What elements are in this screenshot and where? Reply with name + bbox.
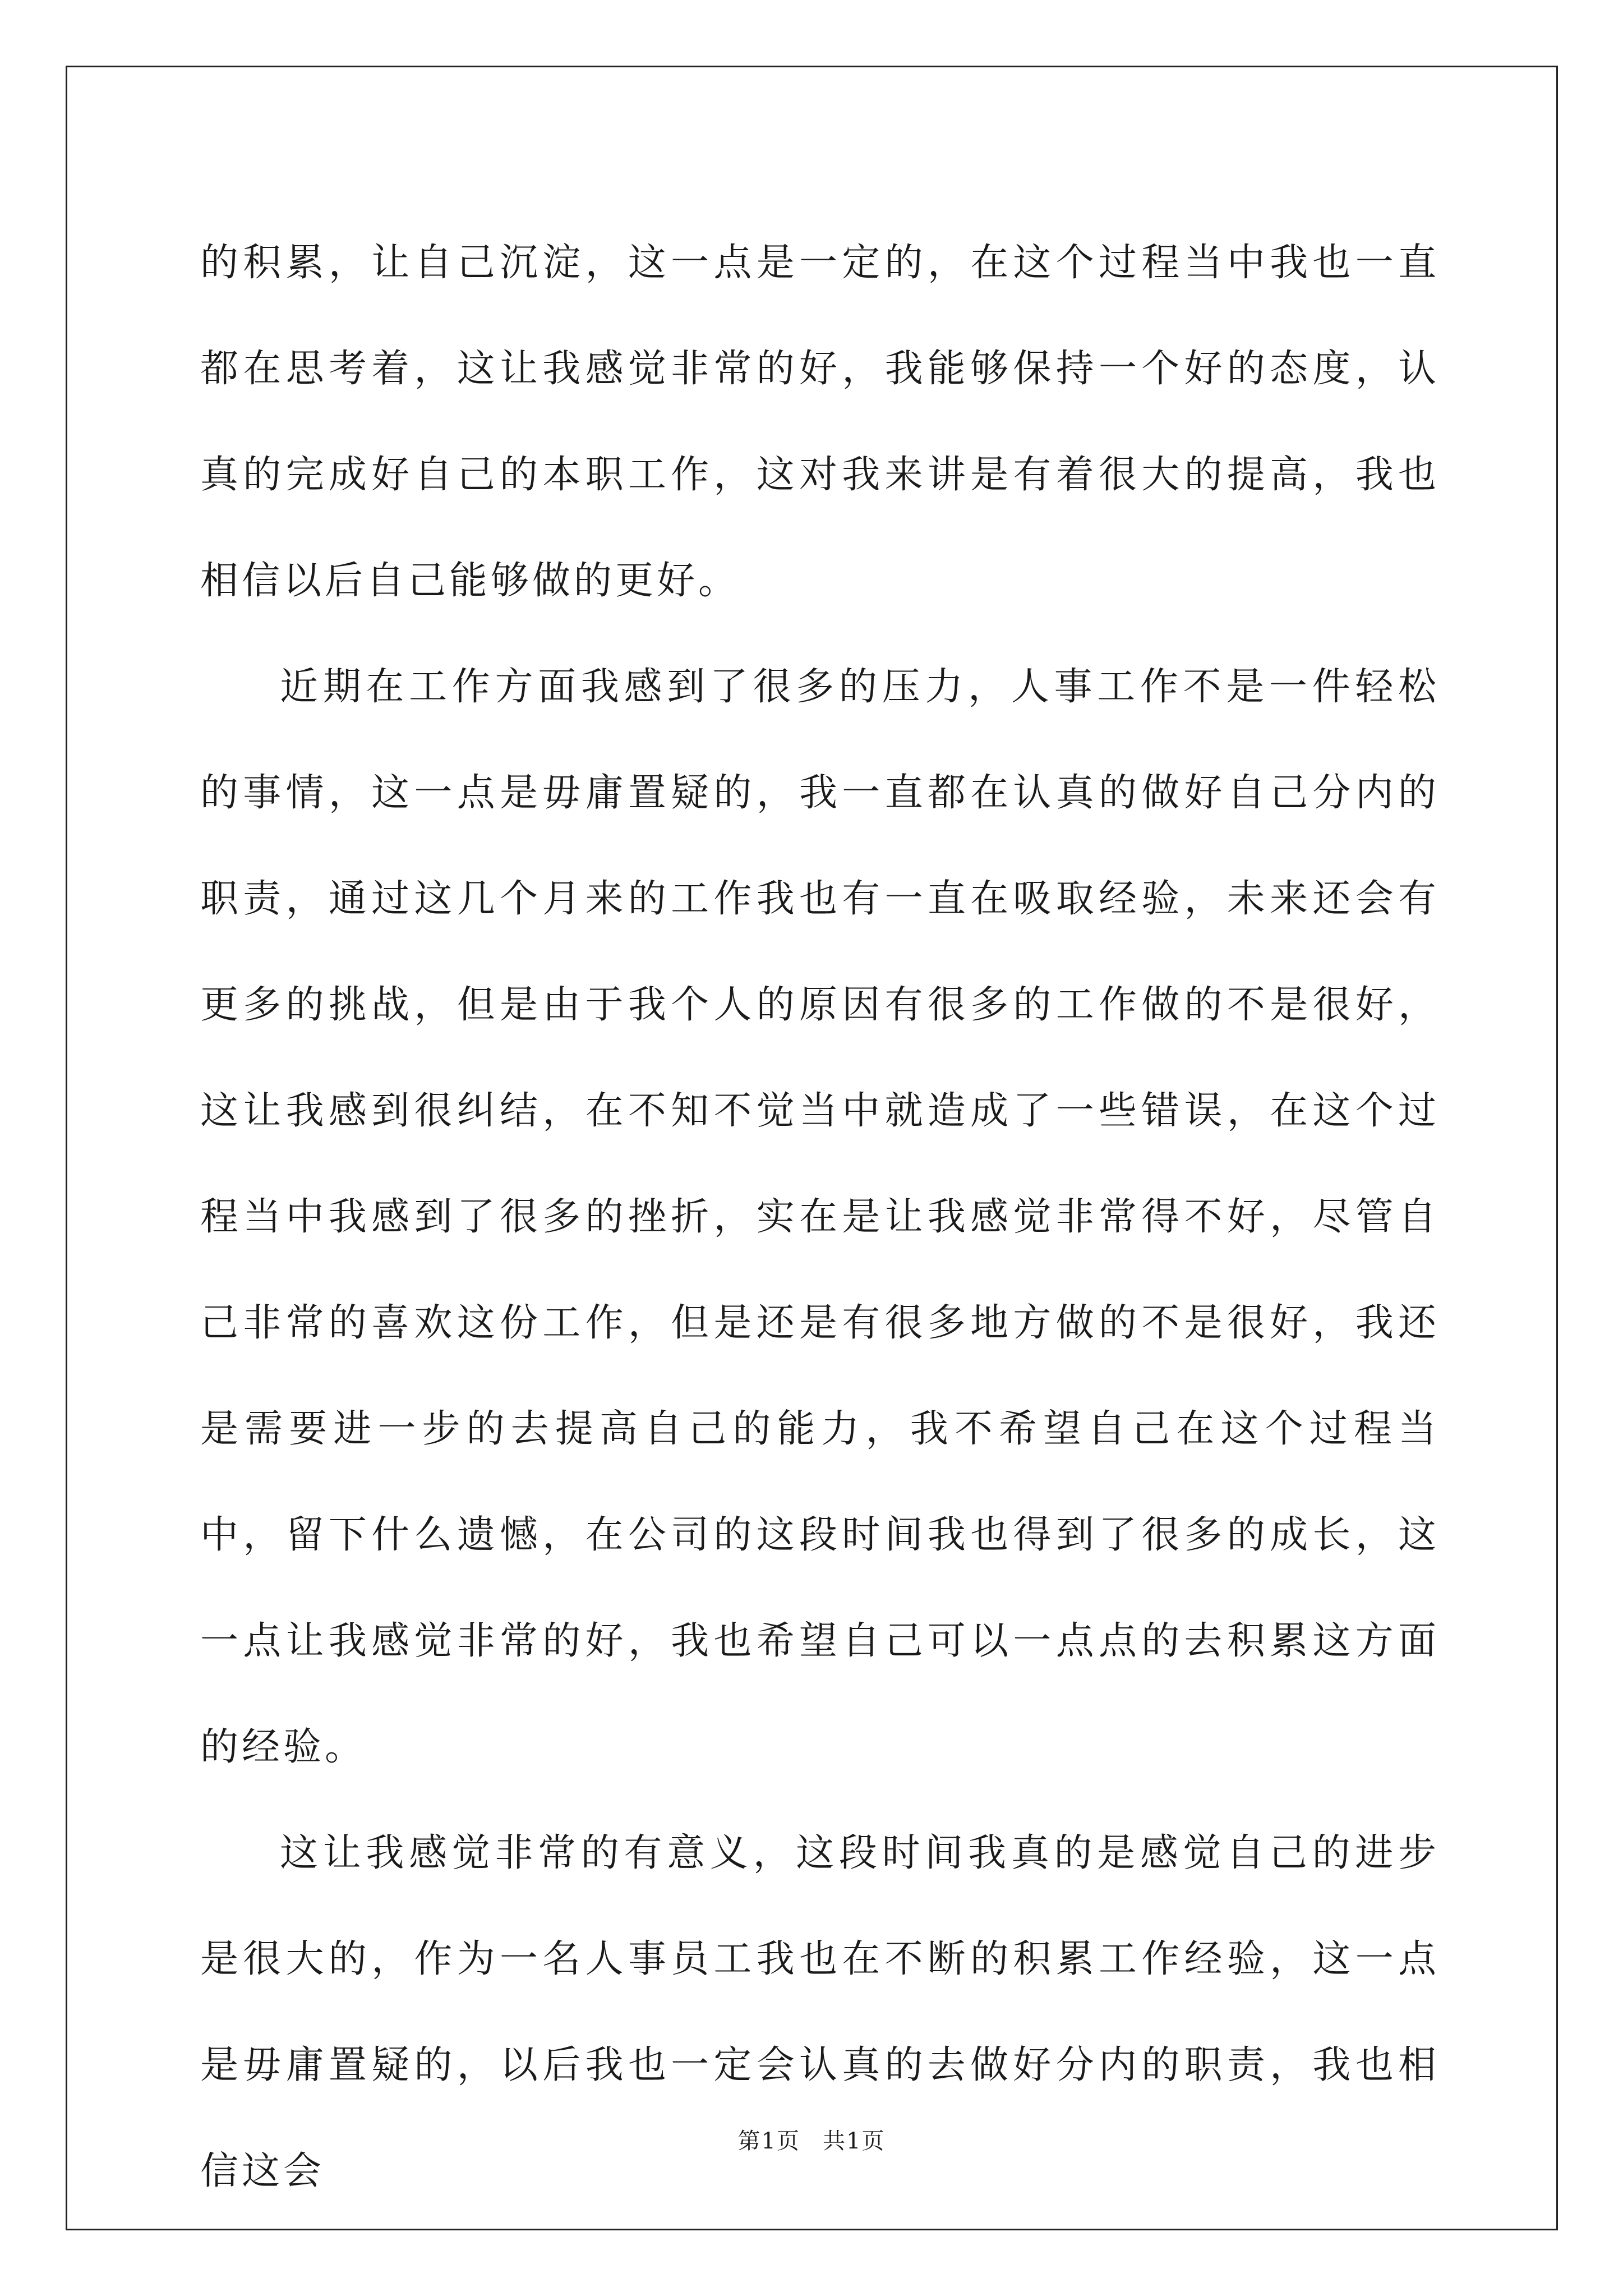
paragraph-2: 近期在工作方面我感到了很多的压力，人事工作不是一件轻松的事情，这一点是毋庸置疑的，我一直都在认真的做好自己分内的职责，通过这几个月来的工作我也有一直在吸取经验，未来还会有更多的挑战，但是由于我个人的原因有很多的工作做的不是很好，这让我感到很纠结，在不知不觉当中就造成了一些错误，在这个过程当中我感到了很多的挫折，实在是让我感觉非常得不好，尽管自己非常的喜欢这份工作，但是还是有很多地方做的不是很好，我还是需要进一步的去提高自己的能力，我不希望自己在这个过程当中，留下什么遗憾，在公司的这段时间我也得到了很多的成长，这一点让我感觉非常的好，我也希望自己可以一点点的去积累这方面的经验。 xyxy=(200,665,1440,1769)
page-number: 第1页 xyxy=(737,2128,800,2154)
paragraph-3: 这让我感觉非常的有意义，这段时间我真的是感觉自己的进步是很大的，作为一名人事员工我也在不断的积累工作经验，这一点是毋庸置疑的，以后我也一定会认真的去做好分内的职责，我也相信这会 xyxy=(200,1831,1440,2193)
paragraph-1: 的积累，让自己沉淀，这一点是一定的，在这个过程当中我也一直都在思考着，这让我感觉非常的好，我能够保持一个好的态度，认真的完成好自己的本职工作，这对我来讲是有着很大的提高，我也相信以后自己能够做的更好。 xyxy=(200,241,1440,603)
page-footer xyxy=(0,2124,1623,2158)
page-total: 共1页 xyxy=(823,2128,886,2154)
document-body xyxy=(200,210,1440,2224)
